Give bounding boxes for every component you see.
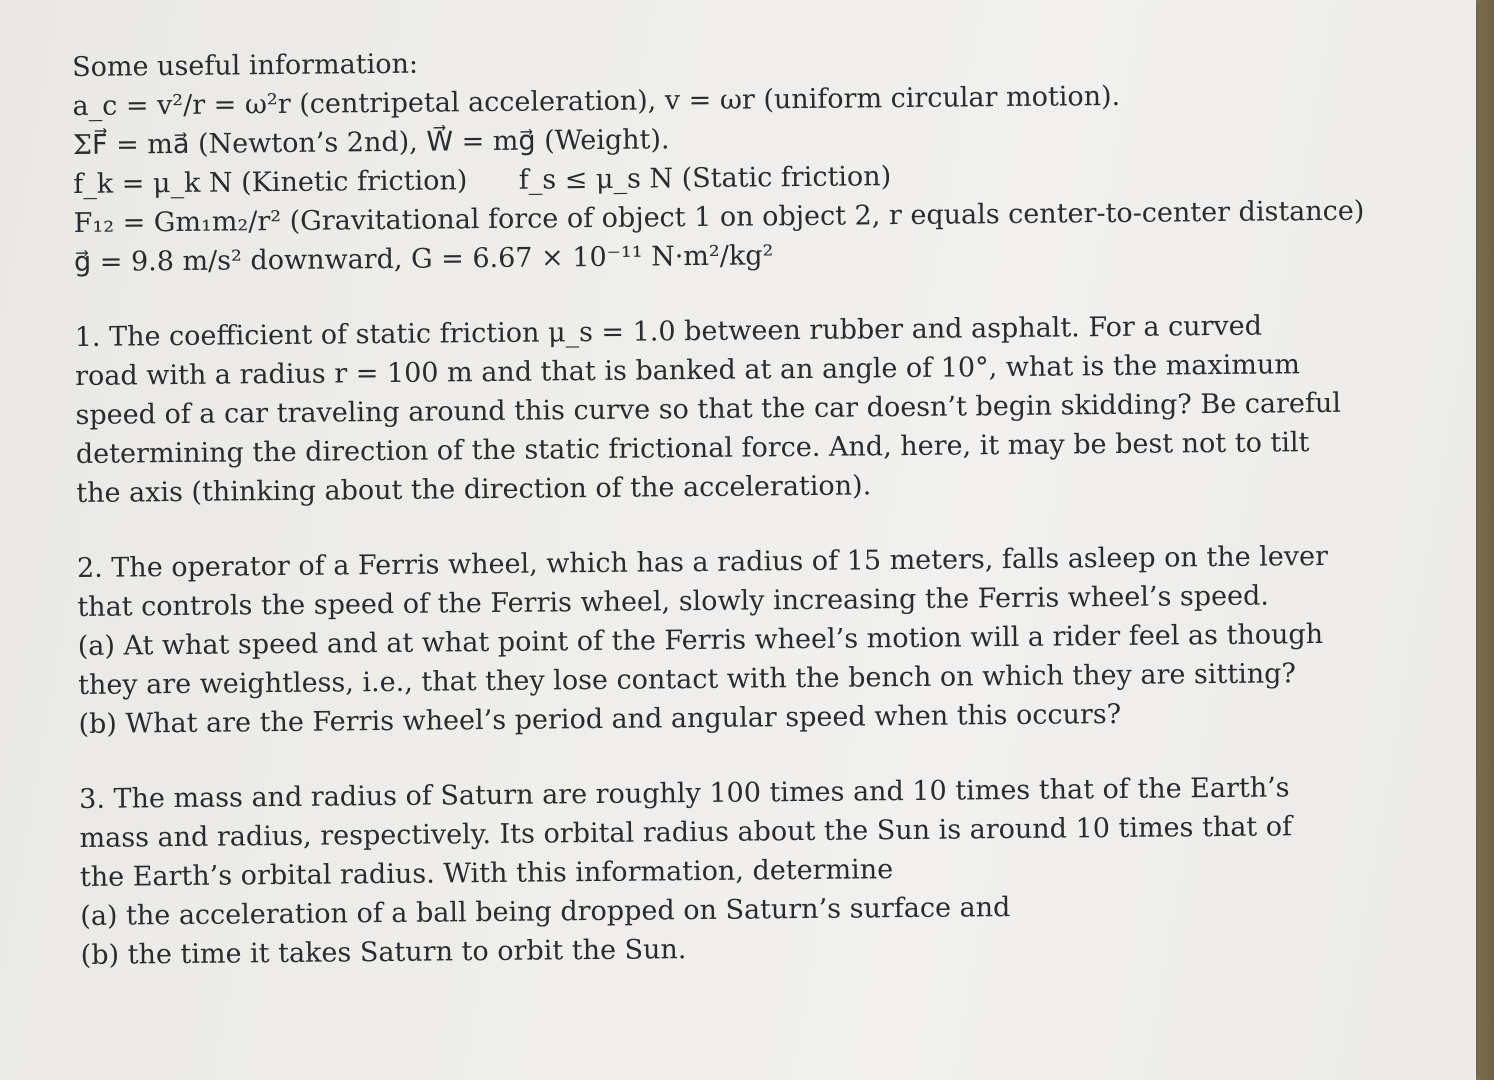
- info-heading: Some useful information:: [72, 48, 419, 83]
- problem-1: [74, 306, 1342, 513]
- formula-gravitation: F₁₂ = Gm₁m₂/r² (Gravitational force of object 1 on object 2, r equals center-to-center distance): [73, 195, 1365, 239]
- problem-1-line-5: the axis (thinking about the direction of the acceleration).: [76, 470, 872, 509]
- formula-constants: g⃗ = 9.8 m/s² downward, G = 6.67 × 10⁻¹¹ N·m²/kg²: [73, 240, 774, 278]
- problem-2-line-5: (b) What are the Ferris wheel’s period and angular speed when this occurs?: [78, 698, 1122, 740]
- problem-2-line-4: they are weightless, i.e., that they lose contact with the bench on which they are sitting?: [77, 658, 1297, 701]
- problem-3: [79, 768, 1331, 975]
- document-content: [72, 36, 1365, 975]
- problem-1-line-2: road with a radius r = 100 m and that is banked at an angle of 10°, what is the maximum: [75, 349, 1301, 392]
- problem-2: [77, 537, 1329, 744]
- table-surface: [1474, 0, 1494, 1080]
- formula-newton-weight: ΣF⃗ = ma⃗ (Newton’s 2nd), W⃗ = mg⃗ (Weight).: [72, 124, 670, 161]
- useful-information-section: [72, 36, 1365, 282]
- problem-3-line-1: 3. The mass and radius of Saturn are roughly 100 times and 10 times that of the Earth’s: [79, 772, 1290, 815]
- formula-centripetal: a_c = v²/r = ω²r (centripetal acceleration), v = ωr (uniform circular motion).: [72, 80, 1121, 122]
- problem-3-line-3: the Earth’s orbital radius. With this information, determine: [79, 854, 894, 893]
- problem-1-line-3: speed of a car traveling around this curve so that the car doesn’t begin skidding? Be careful: [75, 387, 1342, 431]
- problem-3-line-2: mass and radius, respectively. Its orbital radius about the Sun is around 10 times that of: [79, 811, 1293, 854]
- formula-friction: f_k = μ_k N (Kinetic friction) f_s ≤ μ_s N (Static friction): [73, 161, 892, 200]
- problem-3-line-5: (b) the time it takes Saturn to orbit the Sun.: [80, 934, 687, 971]
- problem-3-line-4: (a) the acceleration of a ball being dropped on Saturn’s surface and: [80, 892, 1011, 932]
- problem-2-line-2: that controls the speed of the Ferris wheel, slowly increasing the Ferris wheel’s speed.: [77, 580, 1270, 623]
- problem-2-line-1: 2. The operator of a Ferris wheel, which has a radius of 15 meters, falls asleep on the lever: [76, 540, 1329, 584]
- problem-1-line-1: 1. The coefficient of static friction μ_s = 1.0 between rubber and asphalt. For a curved: [74, 310, 1263, 353]
- problem-2-line-3: (a) At what speed and at what point of the Ferris wheel’s motion will a rider feel as though: [77, 619, 1324, 662]
- problem-1-line-4: determining the direction of the static frictional force. And, here, it may be best not to tilt: [75, 427, 1310, 470]
